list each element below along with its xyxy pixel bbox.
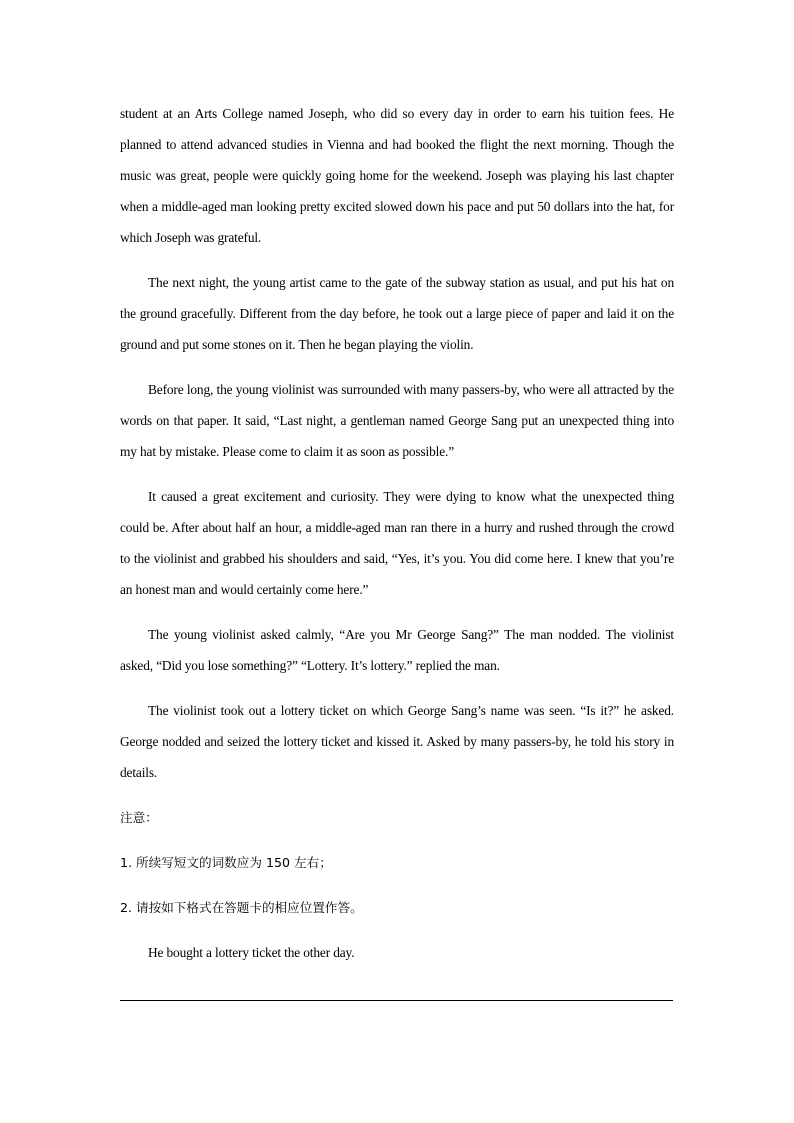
- notes-heading: 注意：: [120, 810, 158, 825]
- note-item-1: 1. 所续写短文的词数应为 150 左右；: [120, 855, 332, 870]
- paragraph-1: student at an Arts College named Joseph, who did so every day in order to earn his tuition fees. He planned to attend advanced studies in Vienna and had booked the flight the next morning. Though the music was great, people were quickly going home for the weekend. Joseph was playing his last chapter when a middle-aged man looking pretty excited slowed down his pace and put 50 dollars into the hat, for which Joseph was grateful.: [120, 106, 674, 245]
- paragraph-2: The next night, the young artist came to the gate of the subway station as usual, and put his hat on the ground gracefully. Different from the day before, he took out a large piece of paper and laid it on the ground and put some stones on it. Then he began playing the violin.: [120, 275, 674, 352]
- continuation-start-sentence: He bought a lottery ticket the other day.: [148, 945, 355, 960]
- document-page: [120, 98, 674, 968]
- note-item-2: 2. 请按如下格式在答题卡的相应位置作答。: [120, 900, 363, 915]
- paragraph-5: The young violinist asked calmly, “Are you Mr George Sang?” The man nodded. The violinist asked, “Did you lose something?” “Lottery. It’s lottery.” replied the man.: [120, 627, 674, 673]
- paragraph-6: The violinist took out a lottery ticket on which George Sang’s name was seen. “Is it?” he asked. George nodded and seized the lottery ticket and kissed it. Asked by many passers-by, he told his story in details.: [120, 703, 674, 780]
- paragraph-4: It caused a great excitement and curiosity. They were dying to know what the unexpected thing could be. After about half an hour, a middle-aged man ran there in a hurry and rushed through the crowd to the violinist and grabbed his shoulders and said, “Yes, it’s you. You did come here. I knew that you’re an honest man and would certainly come here.”: [120, 489, 674, 597]
- paragraph-3: Before long, the young violinist was surrounded with many passers-by, who were all attracted by the words on that paper. It said, “Last night, a gentleman named George Sang put an unexpected thing into my hat by mistake. Please come to claim it as soon as possible.”: [120, 382, 674, 459]
- answer-line: [120, 1000, 673, 1001]
